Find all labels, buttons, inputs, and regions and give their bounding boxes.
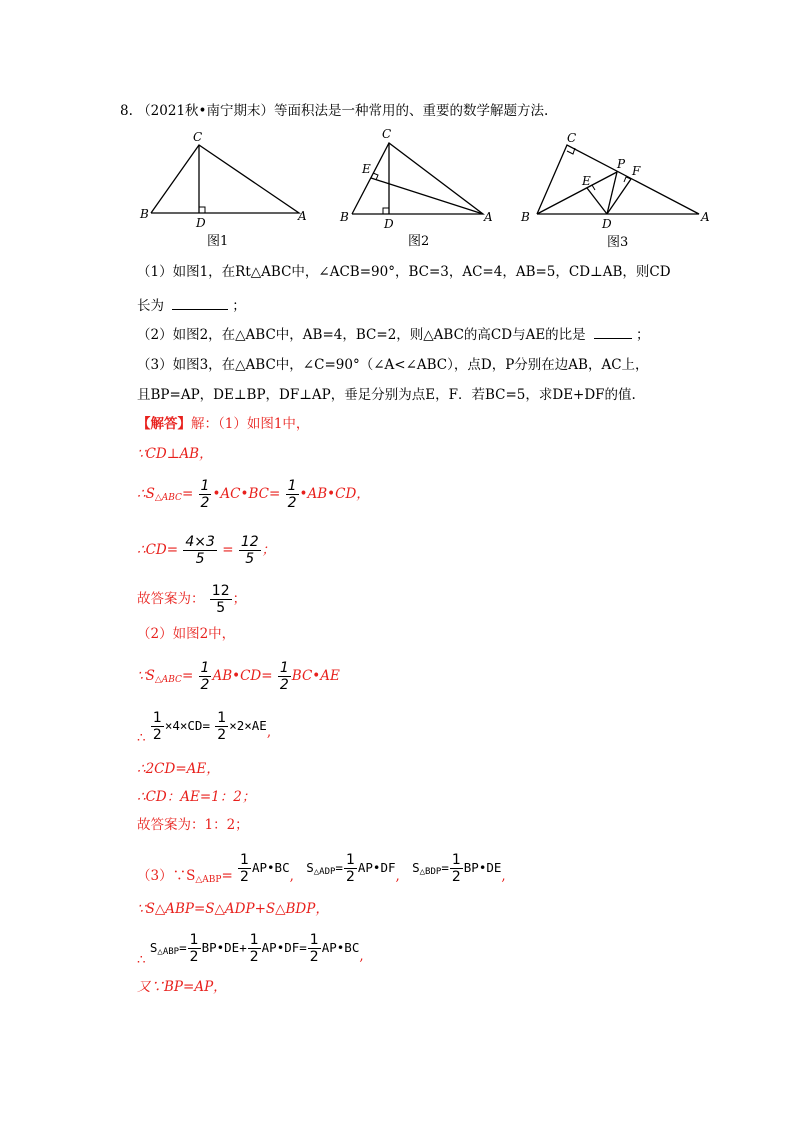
answer-p3-s4: 又∵BP=AP， xyxy=(137,979,227,995)
p2s1-sub: △ABC xyxy=(154,675,182,685)
fraction-half: $\frac{1}{2}$ xyxy=(240,852,249,885)
p3s3-end: , xyxy=(359,948,364,964)
fraction-12-over-5: $\frac{12}{5}$ xyxy=(211,583,230,616)
answer-p2-s2 xyxy=(137,710,272,746)
s2-prefix: ∴S xyxy=(137,486,155,502)
p2s1-eq: = xyxy=(181,668,194,684)
question-header xyxy=(120,102,548,120)
fig3-caption: 图3 xyxy=(607,235,629,250)
figure-2 xyxy=(335,122,505,248)
s2-end: •AB•CD， xyxy=(299,486,370,502)
fig3-label-E: E xyxy=(582,174,591,188)
fig1-label-D: D xyxy=(196,216,206,230)
fig3-label-P: P xyxy=(617,157,626,171)
fraction-half: $\frac{1}{2}$ xyxy=(249,932,259,965)
fraction-half: $\frac{1}{2}$ xyxy=(200,660,210,693)
fraction-12-over-5: $\frac{12}{5}$ xyxy=(240,534,259,567)
answer-p3-s3: ∴ $S_{\triangle ABP}=$ $\frac{1}{2}$ BP•DE+ $\frac{1}{2}$ AP•DF= $\frac{1}{2}$ AP•BC, xyxy=(137,932,364,968)
s2-eq: = xyxy=(181,486,194,502)
s3-prefix: ∴CD= xyxy=(137,542,179,558)
fig3-label-F: F xyxy=(632,164,641,178)
part1-answer-blank xyxy=(172,297,228,310)
fraction-half: $\frac{1}{2}$ xyxy=(189,932,199,965)
answer-s2 xyxy=(137,478,370,511)
p2s2-mid1: ×4×CD= xyxy=(164,718,210,733)
p3-s-bdp-sub: △BDP xyxy=(419,867,442,877)
p3-t2: AP•DF xyxy=(357,860,396,875)
p3-comma1: , xyxy=(289,868,294,884)
answer-intro-line xyxy=(137,415,309,433)
question-number: 8. xyxy=(120,103,133,119)
p3-s-adp: S xyxy=(306,860,314,875)
fig1-caption: 图1 xyxy=(207,234,229,248)
p2s1-mid: AB•CD= xyxy=(212,668,273,684)
fig2-caption: 图2 xyxy=(408,234,430,248)
p2s2-mid2: ×2×AE xyxy=(229,718,267,733)
p2s1-end: BC•AE xyxy=(291,668,340,684)
p3-s-adp-sub: △ADP xyxy=(313,867,336,877)
answer-a2: 故答案为：1：2； xyxy=(137,817,249,833)
s2-sub: △ABC xyxy=(154,493,182,503)
answer-p2-s3: ∴2CD=AE， xyxy=(137,761,220,777)
p3-t3: BP•DE xyxy=(463,860,502,875)
answer-p3-s2: ∵S△ABP=S△ADP+S△BDP， xyxy=(137,901,329,917)
fig3-label-B: B xyxy=(521,210,530,224)
figure-1 xyxy=(135,128,315,248)
fig2-label-C: C xyxy=(382,127,392,141)
answer-tag: 【解答】 xyxy=(137,416,191,432)
p3s3-t3: AP•BC xyxy=(321,940,360,955)
p3-prefix: （3）∵S xyxy=(137,868,196,884)
answer-s1: ∵CD⊥AB， xyxy=(137,446,213,462)
fig1-label-A: A xyxy=(298,209,307,223)
p3-t1: AP•BC xyxy=(251,860,290,875)
fig3-label-C: C xyxy=(567,131,577,145)
figure-3 xyxy=(515,128,745,250)
p2s1-prefix: ∵S xyxy=(137,668,155,684)
fraction-half: $\frac{1}{2}$ xyxy=(451,852,461,885)
fraction-half: $\frac{1}{2}$ xyxy=(217,710,227,743)
fraction-4x3-over-5: $\frac{4\times 3}{5}$ xyxy=(185,534,215,567)
part1-line2 xyxy=(137,297,246,315)
part2-prefix: （2）如图2，在△ABC中，AB=4，BC=2，则△ABC的高CD与AE的比是 xyxy=(137,327,586,343)
therefore-symbol: ∴ xyxy=(137,952,146,968)
s3-end: ； xyxy=(261,542,276,558)
answer-p3-s1: $(3)\because S_{\triangle ABP}=$ $\frac{1}{2}$ AP•BC, $S_{\triangle ADP}=$ $\frac{1}{2}$ AP•DF, $S_{\triangle BDP}=$ $\frac{1}{2}$ BP•DE, xyxy=(137,852,506,885)
a1-prefix: 故答案为： xyxy=(137,591,205,607)
answer-p2-intro: （2）如图2中， xyxy=(137,626,236,642)
fraction-half: $\frac{1}{2}$ xyxy=(287,478,297,511)
s3-eq: = xyxy=(222,542,234,558)
fig2-label-D: D xyxy=(384,217,394,231)
p3-comma2: , xyxy=(395,868,400,884)
p3s3-t1: BP•DE+ xyxy=(201,940,247,955)
fraction-half: $\frac{1}{2}$ xyxy=(309,932,319,965)
a1-end: ； xyxy=(232,591,247,607)
answer-a1 xyxy=(137,583,246,616)
p3s3-s: S xyxy=(149,940,158,955)
p3-s-bdp: S xyxy=(412,860,420,875)
fig1-label-C: C xyxy=(193,130,203,144)
p3-eq: = xyxy=(221,868,233,884)
p3s3-t2: AP•DF= xyxy=(261,940,307,955)
part2-answer-blank xyxy=(594,326,632,339)
part1-suffix: ； xyxy=(232,298,246,314)
answer-s3 xyxy=(137,534,275,567)
p3-comma3: , xyxy=(501,868,506,884)
p3-sub: △ABP xyxy=(195,875,222,885)
p2s2-end: , xyxy=(266,724,272,740)
part2-line xyxy=(137,326,649,344)
fraction-half: $\frac{1}{2}$ xyxy=(279,660,289,693)
question-intro: 等面积法是一种常用的、重要的数学解题方法. xyxy=(274,103,549,119)
therefore-symbol: ∴ xyxy=(137,730,146,746)
fig3-label-D: D xyxy=(602,217,612,231)
part1-line1: （1）如图1，在Rt△ABC中，∠ACB=90°，BC=3，AC=4，AB=5，CD⊥AB，则CD xyxy=(137,264,671,280)
fig3-label-A: A xyxy=(701,210,710,224)
fraction-half: $\frac{1}{2}$ xyxy=(152,710,162,743)
fraction-half: $\frac{1}{2}$ xyxy=(345,852,355,885)
fig1-label-B: B xyxy=(140,207,149,221)
part2-suffix: ； xyxy=(635,327,650,343)
answer-p2-s4: ∴CD：AE=1：2； xyxy=(137,789,256,805)
fig2-label-A: A xyxy=(484,210,493,224)
fraction-half: $\frac{1}{2}$ xyxy=(200,478,210,511)
part3-line1: （3）如图3，在△ABC中，∠C=90°（∠A<∠ABC），点D，P分别在边AB，AC上， xyxy=(137,357,649,373)
answer-intro: 解：（1）如图1中， xyxy=(191,416,310,432)
fig2-label-E: E xyxy=(362,162,371,176)
part1-prefix: 长为 xyxy=(137,298,164,314)
s2-mid: •AC•BC= xyxy=(212,486,281,502)
p3s3-sub: △ABP xyxy=(157,947,180,957)
question-source: （2021秋•南宁期末） xyxy=(137,103,275,119)
fig2-label-B: B xyxy=(340,210,349,224)
answer-p2-s1 xyxy=(137,660,340,693)
part3-line2: 且BP=AP，DE⊥BP，DF⊥AP，垂足分别为点E，F．若BC=5，求DE+DF的值. xyxy=(137,387,636,403)
